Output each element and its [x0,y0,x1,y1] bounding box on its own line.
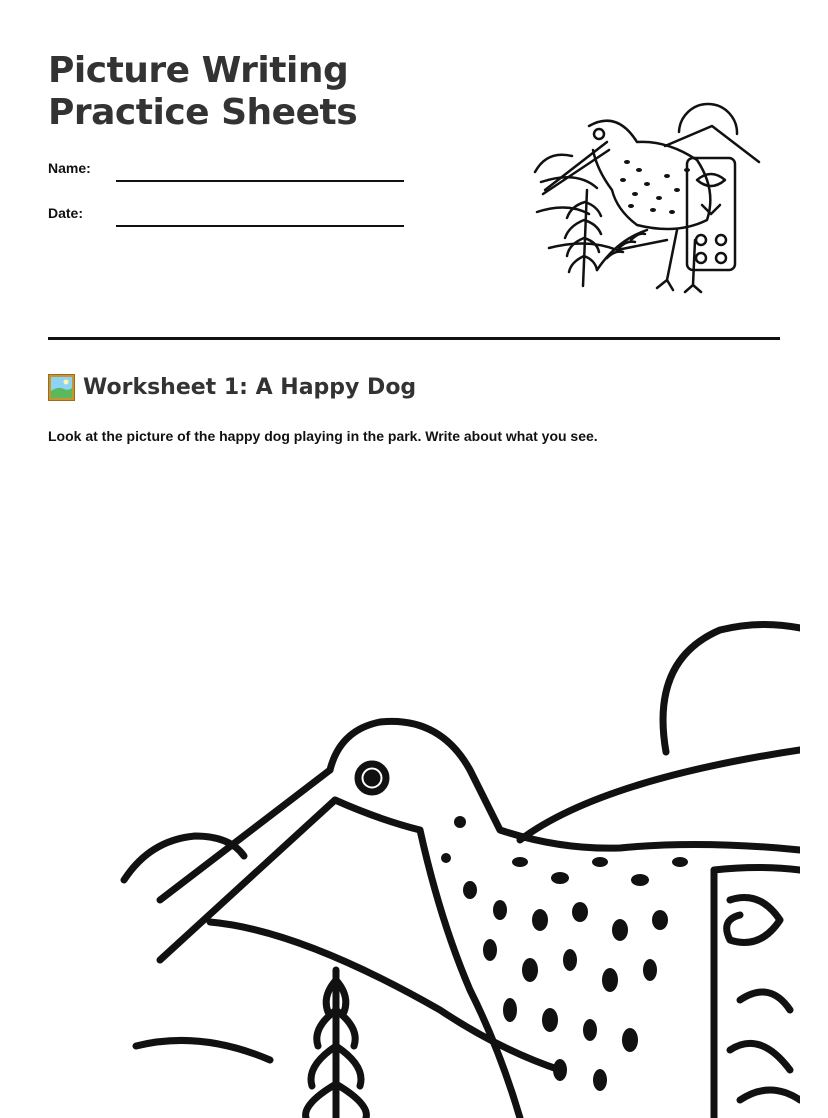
section-divider [48,337,780,340]
date-writing-line[interactable] [116,225,404,227]
worksheet-title [48,374,416,401]
main-kiwi-image [0,600,800,1118]
date-field [48,205,83,221]
date-label: Date: [48,205,84,221]
worksheet-instructions: Look at the picture of the happy dog playing in the park. Write about what you see. [48,428,598,444]
name-field [48,160,91,176]
name-label: Name: [48,160,91,176]
framed-picture-icon [48,374,75,401]
worksheet-title-text: Worksheet 1: A Happy Dog [83,375,417,400]
header-kiwi-image [527,90,763,296]
page-title: Picture Writing Practice Sheets [48,50,358,133]
name-writing-line[interactable] [116,180,404,182]
